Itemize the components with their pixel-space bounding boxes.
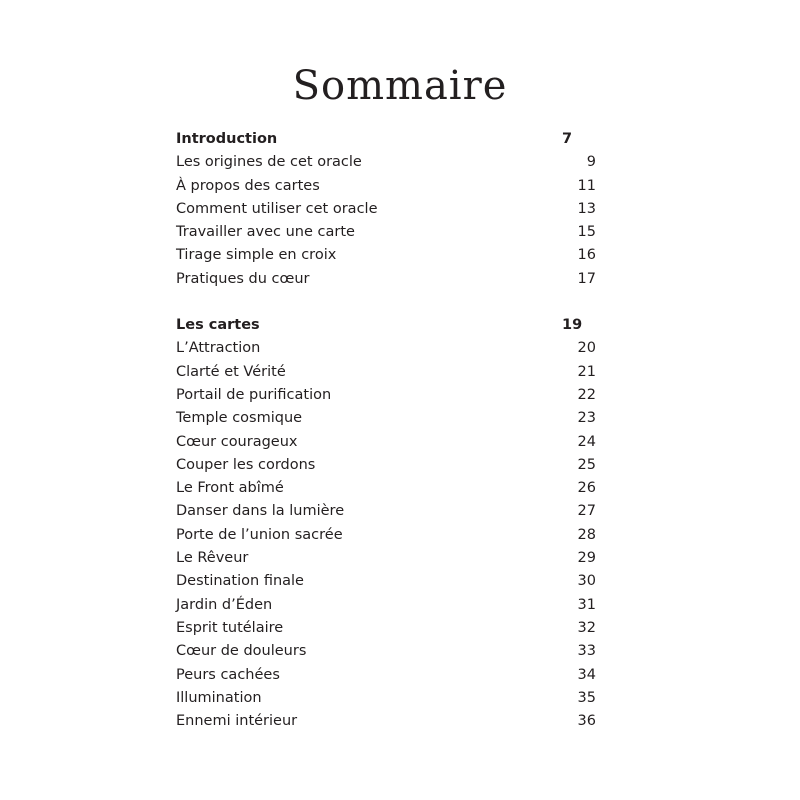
- toc-entry-page: 28: [577, 526, 596, 543]
- toc-entry-label: Portail de purification: [176, 386, 332, 403]
- toc-entry-page: 33: [577, 643, 596, 660]
- toc-entry-page: 15: [577, 224, 596, 241]
- toc-entry-label: Pratiques du cœur: [176, 270, 310, 287]
- toc-entry[interactable]: [176, 361, 596, 384]
- toc-entry[interactable]: [176, 617, 596, 640]
- toc-entry-label: Les origines de cet oracle: [176, 154, 362, 171]
- toc-entry-page: 17: [577, 270, 596, 287]
- toc-entry-page: 20: [577, 340, 596, 357]
- toc-entry[interactable]: [176, 570, 596, 593]
- toc-heading-page: 7: [562, 131, 573, 147]
- toc-entry[interactable]: [176, 594, 596, 617]
- toc-entry-page: 9: [586, 154, 596, 171]
- toc-entry[interactable]: [176, 547, 596, 570]
- toc-entry-page: 32: [577, 619, 596, 636]
- page-title: Sommaire: [292, 63, 508, 109]
- toc-entry-page: 35: [577, 689, 596, 706]
- toc-entry-label: Jardin d’Éden: [176, 596, 273, 613]
- table-of-contents: [176, 128, 596, 733]
- toc-entry-page: 25: [577, 456, 596, 473]
- toc-entry-label: Danser dans la lumière: [176, 503, 345, 520]
- toc-entry-label: Temple cosmique: [176, 410, 303, 427]
- toc-entry[interactable]: [176, 477, 596, 500]
- toc-entry[interactable]: [176, 407, 596, 430]
- toc-entry[interactable]: [176, 221, 596, 244]
- toc-entry-page: 27: [577, 503, 596, 520]
- toc-entry-label: Couper les cordons: [176, 456, 316, 473]
- toc-entry-label: Porte de l’union sacrée: [176, 526, 343, 543]
- toc-entry[interactable]: [176, 687, 596, 710]
- toc-entry-label: Illumination: [176, 689, 262, 706]
- toc-entry[interactable]: [176, 640, 596, 663]
- toc-entry-page: 21: [577, 363, 596, 380]
- toc-entry-label: L’Attraction: [176, 340, 261, 357]
- toc-entry-page: 30: [577, 573, 596, 590]
- toc-section-heading[interactable]: [176, 314, 596, 337]
- toc-entry[interactable]: [176, 244, 596, 267]
- toc-entry-page: 24: [577, 433, 596, 450]
- toc-entry-label: À propos des cartes: [176, 177, 320, 194]
- toc-entry-page: 31: [577, 596, 596, 613]
- toc-heading-page: 19: [562, 317, 583, 334]
- toc-entry-page: 13: [577, 200, 596, 217]
- toc-entry-page: 34: [577, 666, 596, 683]
- toc-entry-label: Tirage simple en croix: [176, 247, 337, 264]
- toc-entry-label: Cœur de douleurs: [176, 643, 307, 660]
- toc-entry[interactable]: [176, 664, 596, 687]
- toc-entry-label: Clarté et Vérité: [176, 363, 286, 380]
- toc-entry-label: Comment utiliser cet oracle: [176, 200, 378, 217]
- toc-entry[interactable]: [176, 710, 596, 733]
- toc-entry-label: Cœur courageux: [176, 433, 298, 450]
- toc-entry-label: Peurs cachées: [176, 666, 280, 683]
- toc-entry-page: 36: [577, 713, 596, 730]
- toc-entry-label: Destination finale: [176, 573, 304, 590]
- toc-section-cards: [176, 314, 596, 733]
- toc-entry[interactable]: [176, 431, 596, 454]
- toc-entry[interactable]: [176, 524, 596, 547]
- toc-entry-label: Le Front abîmé: [176, 480, 284, 497]
- toc-entry[interactable]: [176, 454, 596, 477]
- toc-entry-page: 26: [577, 480, 596, 497]
- toc-entry[interactable]: [176, 500, 596, 523]
- toc-section-heading[interactable]: [176, 128, 596, 151]
- toc-entry-label: Ennemi intérieur: [176, 713, 298, 730]
- toc-entry[interactable]: [176, 175, 596, 198]
- toc-entry[interactable]: [176, 384, 596, 407]
- toc-entry[interactable]: [176, 151, 596, 174]
- toc-entry-page: 29: [577, 550, 596, 567]
- toc-heading-label: Introduction: [176, 131, 278, 147]
- toc-entry-page: 22: [577, 386, 596, 403]
- toc-entry-page: 16: [577, 247, 596, 264]
- toc-entry-page: 23: [577, 410, 596, 427]
- toc-section-introduction: [176, 128, 596, 291]
- toc-entry-label: Travailler avec une carte: [176, 224, 355, 241]
- toc-heading-label: Les cartes: [176, 317, 260, 334]
- toc-entry[interactable]: [176, 337, 596, 360]
- toc-entry[interactable]: [176, 198, 596, 221]
- toc-entry-label: Esprit tutélaire: [176, 619, 284, 636]
- toc-entry[interactable]: [176, 268, 596, 291]
- toc-entry-page: 11: [577, 177, 596, 194]
- toc-entry-label: Le Rêveur: [176, 550, 249, 567]
